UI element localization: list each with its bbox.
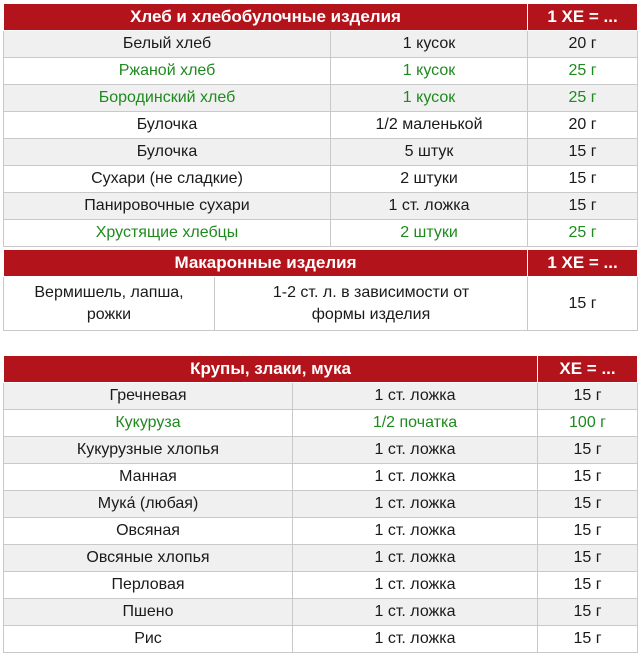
bread-row: [4, 112, 638, 139]
bread-row-amount: 1 ст. ложка: [331, 193, 528, 220]
grains-row-name: Пшено: [4, 599, 293, 626]
bread-row: [4, 193, 638, 220]
grains-row-amount: 1 ст. ложка: [293, 545, 538, 572]
bread-row-name: Белый хлеб: [4, 31, 331, 58]
grains-row: [4, 545, 638, 572]
grains-row: [4, 383, 638, 410]
bread-row-amount: 2 штуки: [331, 166, 528, 193]
bread-row-weight: 25 г: [528, 220, 638, 247]
bread-header-xe: 1 ХЕ = ...: [528, 4, 638, 31]
grains-row: [4, 410, 638, 437]
grains-row-weight: 15 г: [538, 572, 638, 599]
grains-row-amount: 1/2 початка: [293, 410, 538, 437]
grains-row-amount: 1 ст. ложка: [293, 491, 538, 518]
grains-header-title: Крупы, злаки, мука: [4, 356, 538, 383]
bread-row: [4, 166, 638, 193]
bread-row-amount: 1 кусок: [331, 58, 528, 85]
grains-row-name: Перловая: [4, 572, 293, 599]
grains-row-name: Овсяная: [4, 518, 293, 545]
bread-row-name: Хрустящие хлебцы: [4, 220, 331, 247]
bread-table: [3, 3, 638, 247]
grains-row: [4, 491, 638, 518]
grains-row-amount: 1 ст. ложка: [293, 383, 538, 410]
grains-row-weight: 15 г: [538, 437, 638, 464]
grains-row-name: Кукуруза: [4, 410, 293, 437]
bread-row-name: Булочка: [4, 112, 331, 139]
grains-row-amount: 1 ст. ложка: [293, 464, 538, 491]
grains-row-weight: 15 г: [538, 491, 638, 518]
bread-row-name: Панировочные сухари: [4, 193, 331, 220]
grains-row: [4, 572, 638, 599]
bread-row: [4, 139, 638, 166]
bread-row-weight: 20 г: [528, 112, 638, 139]
bread-row-weight: 15 г: [528, 193, 638, 220]
pasta-header-title: Макаронные изделия: [4, 250, 528, 277]
bread-row-name: Ржаной хлеб: [4, 58, 331, 85]
grains-row: [4, 626, 638, 653]
grains-row: [4, 464, 638, 491]
bread-row-weight: 25 г: [528, 58, 638, 85]
grains-row-weight: 15 г: [538, 383, 638, 410]
grains-header-row: [4, 356, 638, 383]
pasta-table: [3, 249, 638, 331]
bread-row-name: Булочка: [4, 139, 331, 166]
grains-header-xe: ХЕ = ...: [538, 356, 638, 383]
grains-row-name: Гречневая: [4, 383, 293, 410]
grains-row-weight: 15 г: [538, 545, 638, 572]
bread-row-amount: 5 штук: [331, 139, 528, 166]
pasta-header-xe: 1 ХЕ = ...: [528, 250, 638, 277]
grains-row-amount: 1 ст. ложка: [293, 437, 538, 464]
bread-row: [4, 31, 638, 58]
bread-row-amount: 1 кусок: [331, 31, 528, 58]
grains-row-name: Кукурузные хлопья: [4, 437, 293, 464]
grains-row: [4, 599, 638, 626]
pasta-header-row: [4, 250, 638, 277]
bread-row-amount: 1 кусок: [331, 85, 528, 112]
grains-table-body: [4, 356, 638, 653]
grains-row-name: Рис: [4, 626, 293, 653]
pasta-row-amount: 1-2 ст. л. в зависимости от формы изделия: [215, 277, 528, 331]
bread-row: [4, 220, 638, 247]
grains-row: [4, 518, 638, 545]
bread-row-name: Бородинский хлеб: [4, 85, 331, 112]
grains-row-weight: 15 г: [538, 464, 638, 491]
grains-row-name: Овсяные хлопья: [4, 545, 293, 572]
grains-row-name: Мука́ (любая): [4, 491, 293, 518]
grains-table: [3, 355, 638, 653]
pasta-row-weight: 15 г: [528, 277, 638, 331]
grains-row-amount: 1 ст. ложка: [293, 626, 538, 653]
grains-row-amount: 1 ст. ложка: [293, 599, 538, 626]
bread-row: [4, 85, 638, 112]
bread-row-weight: 15 г: [528, 166, 638, 193]
section-gap: [0, 333, 640, 353]
bread-row-amount: 1/2 маленькой: [331, 112, 528, 139]
pasta-row: [4, 277, 638, 331]
grains-row-name: Манная: [4, 464, 293, 491]
grains-row-amount: 1 ст. ложка: [293, 518, 538, 545]
grains-row-weight: 15 г: [538, 518, 638, 545]
grains-row-weight: 15 г: [538, 626, 638, 653]
grains-row-weight: 100 г: [538, 410, 638, 437]
bread-row-amount: 2 штуки: [331, 220, 528, 247]
bread-row-name: Сухари (не сладкие): [4, 166, 331, 193]
bread-header-title: Хлеб и хлебобулочные изделия: [4, 4, 528, 31]
bread-row-weight: 20 г: [528, 31, 638, 58]
bread-header-row: [4, 4, 638, 31]
pasta-row-name: Вермишель, лапша, рожки: [4, 277, 215, 331]
bread-row: [4, 58, 638, 85]
bread-row-weight: 15 г: [528, 139, 638, 166]
grains-row-weight: 15 г: [538, 599, 638, 626]
bread-table-body: [4, 4, 638, 247]
grains-row-amount: 1 ст. ложка: [293, 572, 538, 599]
bread-row-weight: 25 г: [528, 85, 638, 112]
grains-row: [4, 437, 638, 464]
